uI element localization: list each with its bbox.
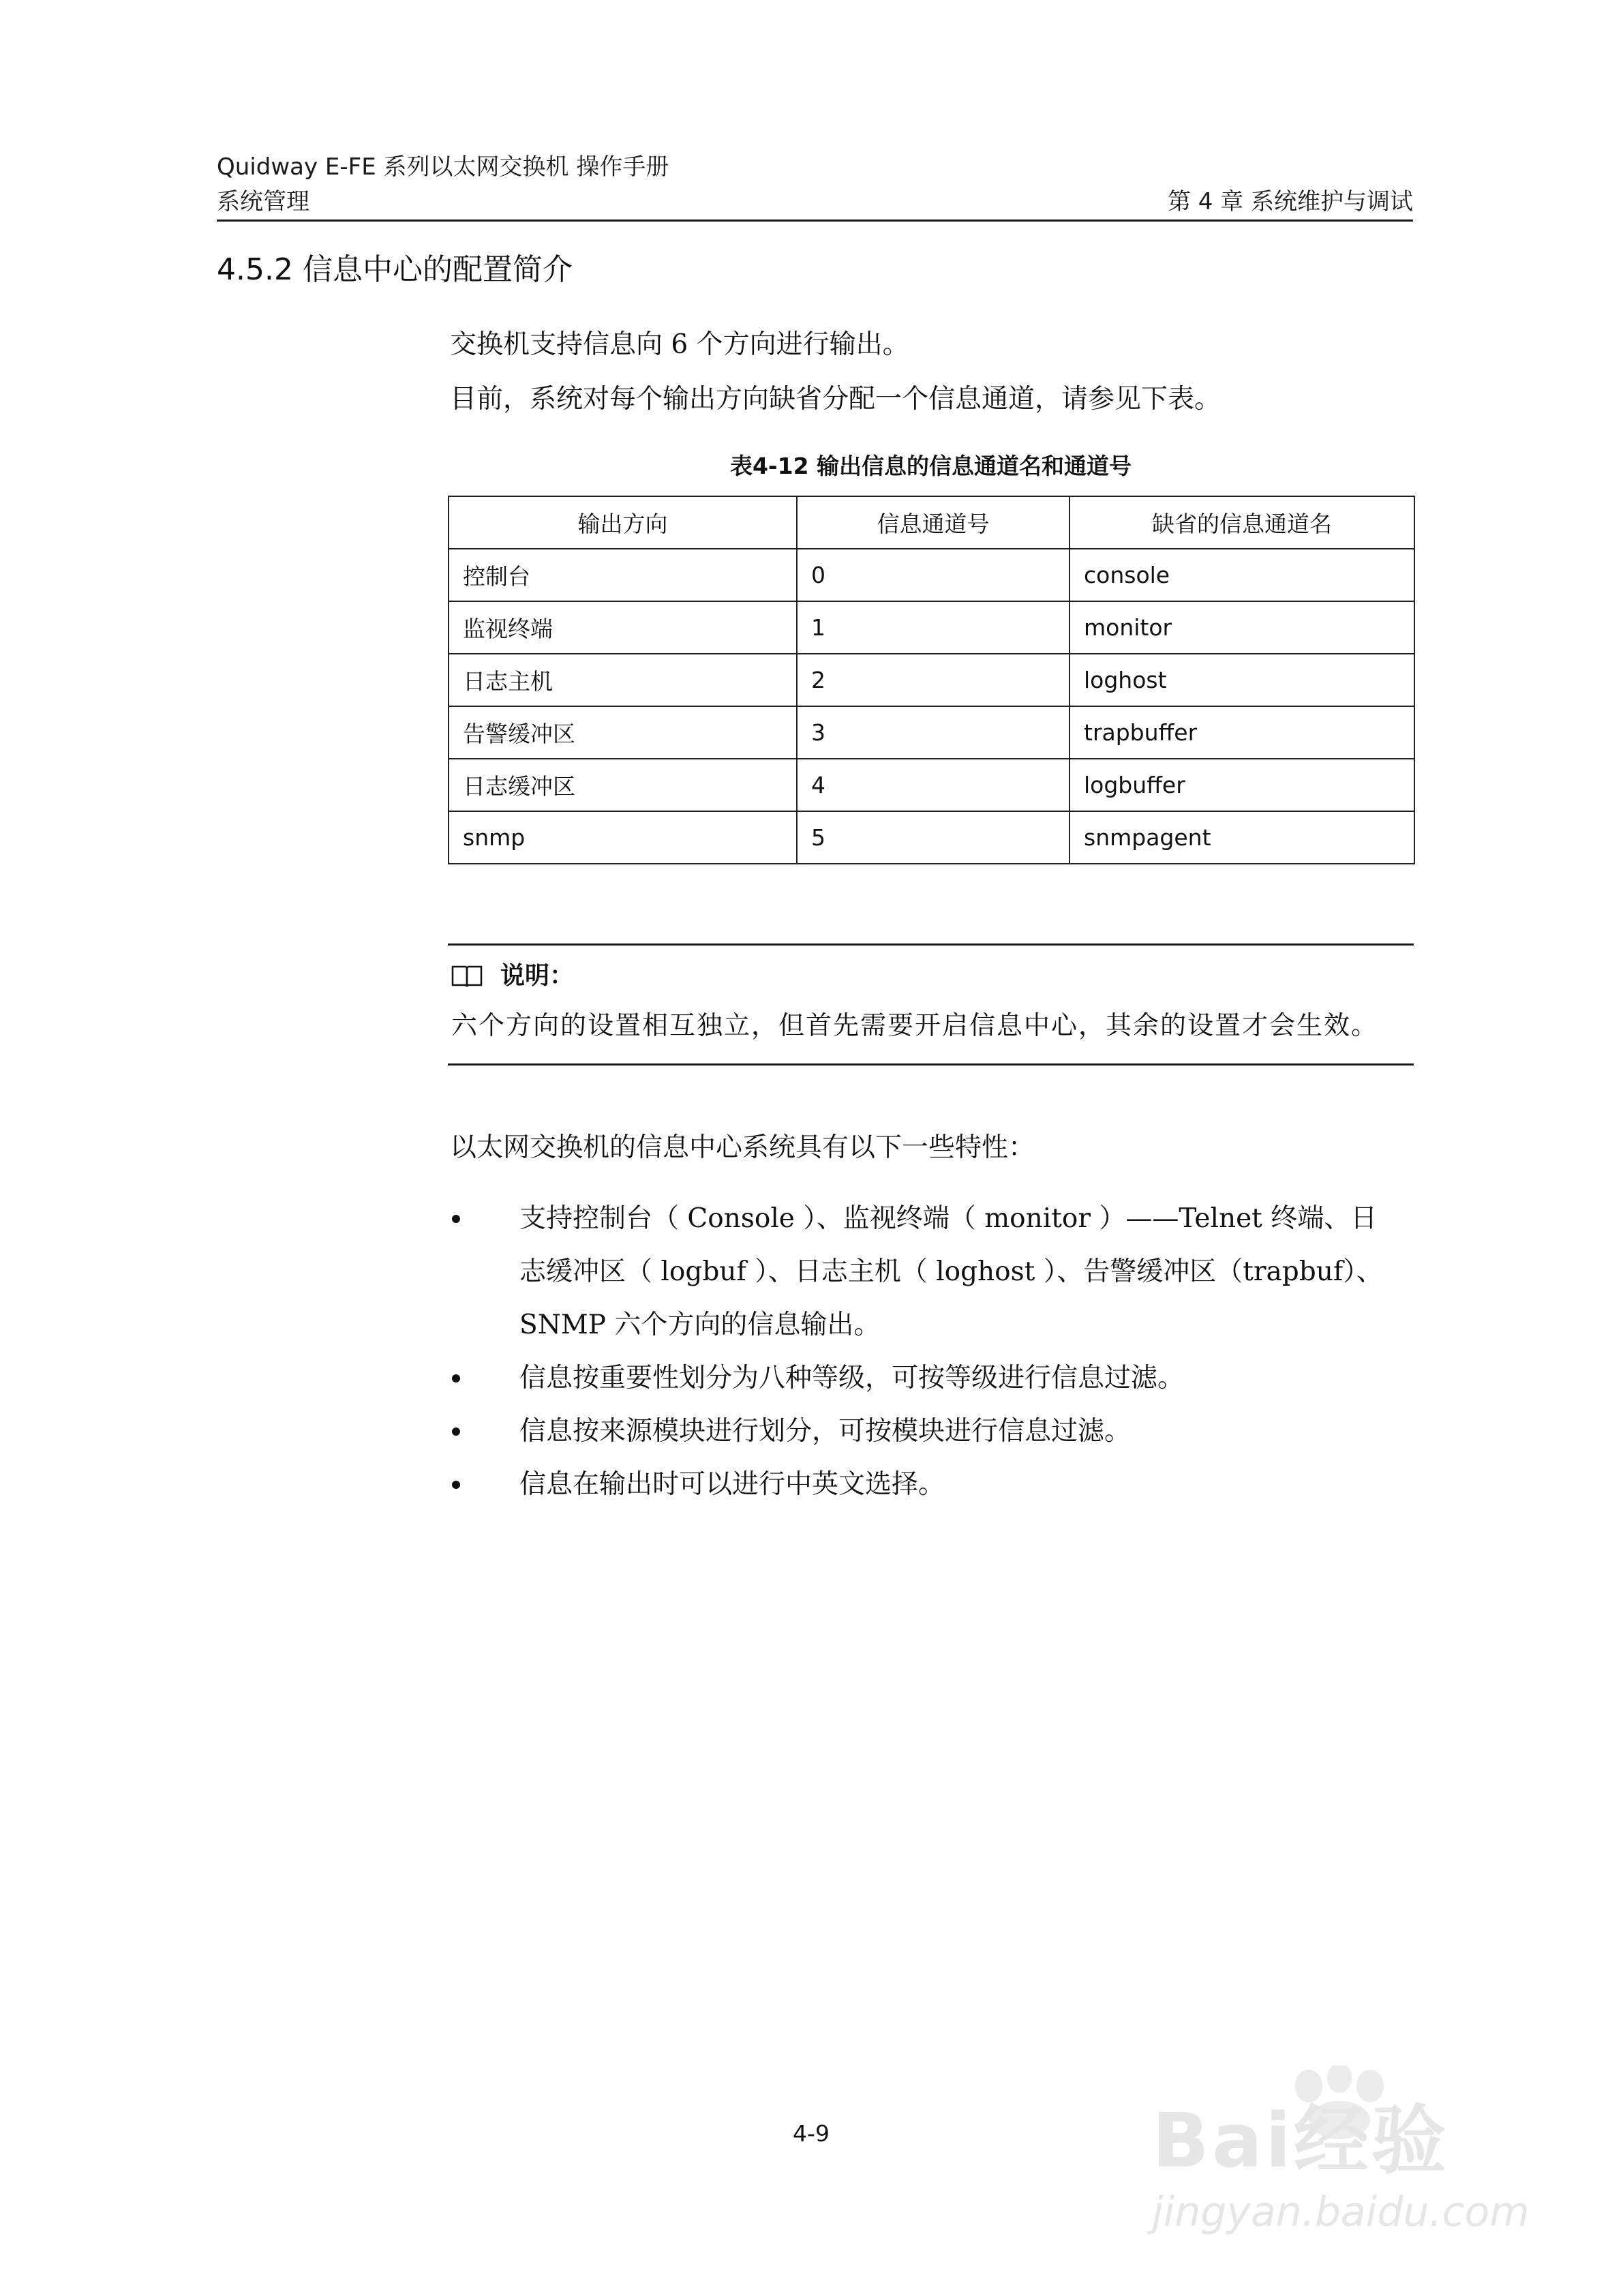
table-cell: 4 xyxy=(797,759,1070,811)
table-cell: 监视终端 xyxy=(449,601,797,654)
table-header-cell: 缺省的信息通道名 xyxy=(1070,496,1414,549)
feature-item-2: 信息按重要性划分为八种等级，可按等级进行信息过滤。 xyxy=(519,1363,1185,1393)
book-icon xyxy=(451,964,483,988)
table-cell: 0 xyxy=(797,549,1070,601)
table-cell: 日志缓冲区 xyxy=(449,759,797,811)
table-cell: 5 xyxy=(797,811,1070,864)
table-cell: logbuffer xyxy=(1070,759,1414,811)
header-rule xyxy=(217,220,1413,222)
chapter-label: 第 4 章 系统维护与调试 xyxy=(1167,188,1413,215)
table-cell: trapbuffer xyxy=(1070,706,1414,759)
table-cell: 控制台 xyxy=(449,549,797,601)
table-cell: 告警缓冲区 xyxy=(449,706,797,759)
table-cell: 日志主机 xyxy=(449,654,797,706)
section-title: 4.5.2 信息中心的配置简介 xyxy=(217,252,573,287)
bullet-icon xyxy=(452,1374,460,1383)
table-header-row xyxy=(449,496,1414,549)
feature-item-1-line-2: 志缓冲区（ logbuf ）、日志主机（ loghost ）、告警缓冲区（trapbuf）、 xyxy=(519,1256,1383,1287)
manual-title: Quidway E-FE 系列以太网交换机 操作手册 xyxy=(217,153,669,181)
intro-paragraph-2: 目前，系统对每个输出方向缺省分配一个信息通道，请参见下表。 xyxy=(450,384,1222,414)
features-intro: 以太网交换机的信息中心系统具有以下一些特性： xyxy=(450,1132,1035,1163)
watermark-brand: Bai经验 xyxy=(1152,2097,1449,2184)
channel-table xyxy=(448,496,1415,864)
feature-item-3: 信息按来源模块进行划分，可按模块进行信息过滤。 xyxy=(519,1416,1132,1447)
bullet-icon xyxy=(452,1428,460,1436)
intro-paragraph-1: 交换机支持信息向 6 个方向进行输出。 xyxy=(450,329,909,360)
bullet-icon xyxy=(452,1215,460,1223)
table-header-cell: 信息通道号 xyxy=(797,496,1070,549)
table-row xyxy=(449,811,1414,864)
table-cell: 2 xyxy=(797,654,1070,706)
table-row xyxy=(449,654,1414,706)
table-row xyxy=(449,706,1414,759)
table-row xyxy=(449,601,1414,654)
watermark-url: jingyan.baidu.com xyxy=(1152,2188,1530,2236)
note-text: 六个方向的设置相互独立，但首先需要开启信息中心，其余的设置才会生效。 xyxy=(451,1010,1379,1040)
table-cell: snmp xyxy=(449,811,797,864)
section-name: 系统管理 xyxy=(217,188,309,215)
table-header-cell: 输出方向 xyxy=(449,496,797,549)
table-row xyxy=(449,549,1414,601)
page-number: 4-9 xyxy=(793,2120,830,2147)
note-label: 说明： xyxy=(500,962,575,990)
bullet-icon xyxy=(452,1481,460,1489)
table-cell: monitor xyxy=(1070,601,1414,654)
table-cell: console xyxy=(1070,549,1414,601)
table-cell: loghost xyxy=(1070,654,1414,706)
feature-item-1-line-3: SNMP 六个方向的信息输出。 xyxy=(519,1310,881,1340)
note-bottom-rule xyxy=(448,1063,1414,1066)
table-cell: 3 xyxy=(797,706,1070,759)
note-top-rule xyxy=(448,943,1414,946)
table-cell: 1 xyxy=(797,601,1070,654)
table-cell: snmpagent xyxy=(1070,811,1414,864)
table-row xyxy=(449,759,1414,811)
feature-item-1-line-1: 支持控制台（ Console ）、监视终端（ monitor ）——Telnet 终端、日 xyxy=(519,1203,1378,1234)
table-caption: 表4-12 输出信息的信息通道名和通道号 xyxy=(729,453,1132,479)
feature-item-4: 信息在输出时可以进行中英文选择。 xyxy=(519,1469,945,1500)
